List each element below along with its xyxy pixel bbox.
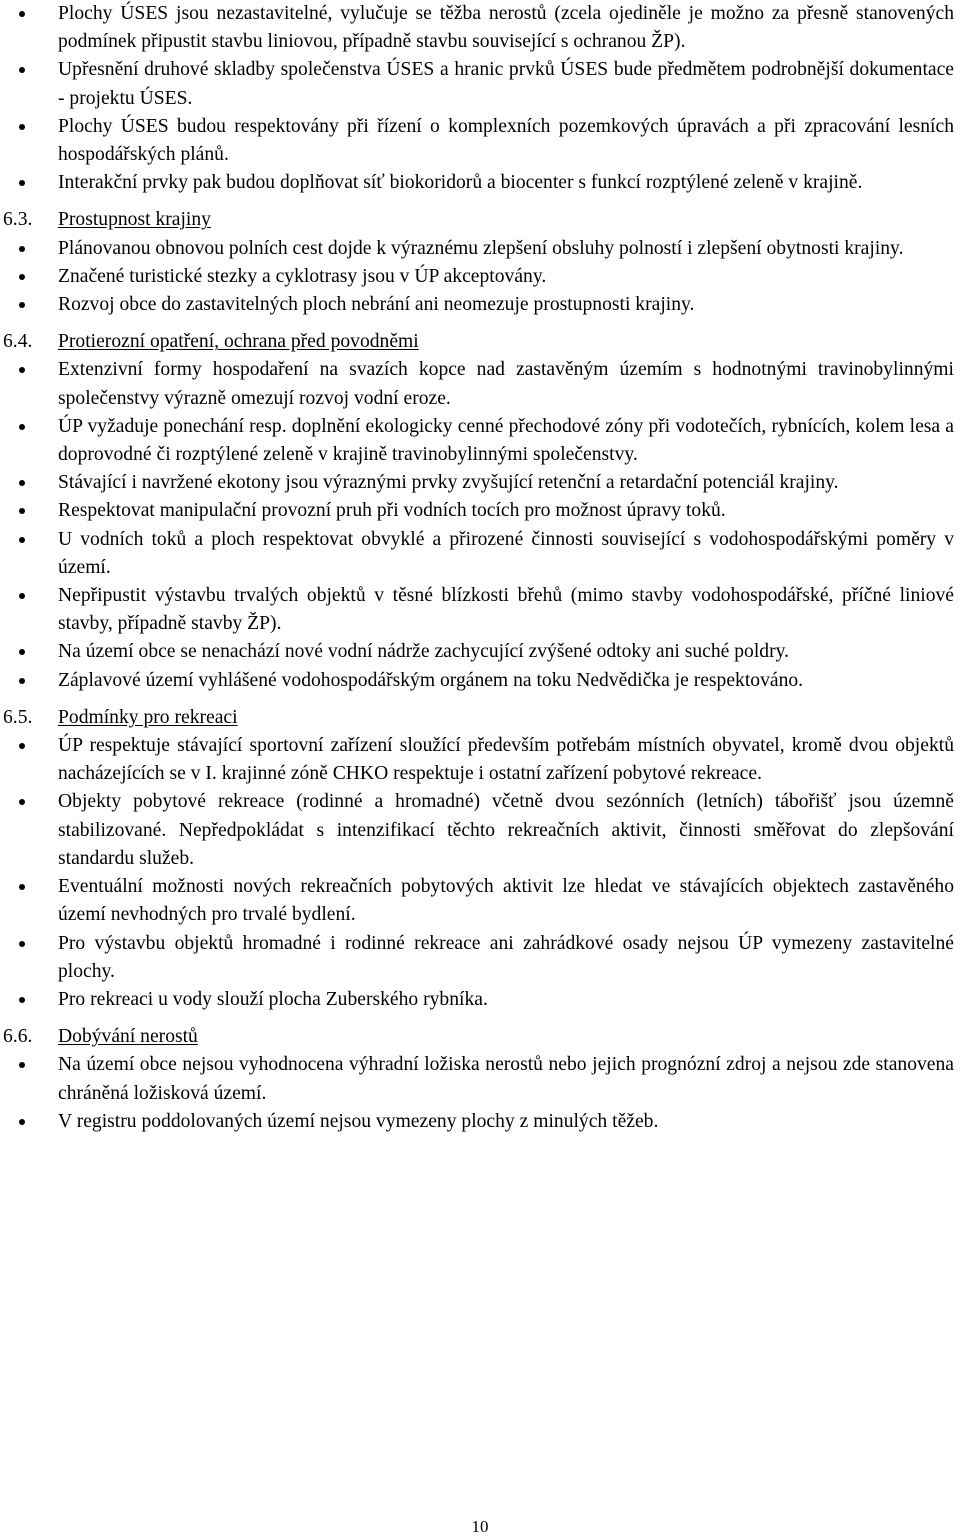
section-title: Podmínky pro rekreaci xyxy=(58,706,238,728)
bullet-text: Objekty pobytové rekreace (rodinné a hromadné) včetně dvou sezónních (letních) tábořišť jsou územně stabilizované. Nepředpokládat s intenzifikací těchto rekreačních aktivit, činnosti směřovat do zlepšování standardu služeb. xyxy=(58,791,954,869)
section-heading xyxy=(3,1023,954,1051)
bullet-text: Plochy ÚSES jsou nezastavitelné, vylučuje se těžba nerostů (zcela ojediněle je možno za přesně stanovených podmínek připustit stavbu liniovou, případně stavbu související s ochranou ŽP). xyxy=(58,3,954,53)
bullet-icon xyxy=(19,537,25,543)
bullet-text: Stávající i navržené ekotony jsou výraznými prvky zvyšující retenční a retardační potenciál krajiny. xyxy=(58,472,839,494)
bullet-item xyxy=(3,263,954,291)
section-title: Prostupnost krajiny xyxy=(58,209,211,231)
bullet-text: Značené turistické stezky a cyklotrasy jsou v ÚP akceptovány. xyxy=(58,265,547,287)
bullet-icon xyxy=(19,593,25,599)
bullet-icon xyxy=(19,1119,25,1125)
section-number: 6.4. xyxy=(3,331,33,353)
bullet-item xyxy=(3,638,954,666)
bullet-text: Plochy ÚSES budou respektovány při řízení o komplexních pozemkových úpravách a při zpracování lesních hospodářských plánů. xyxy=(58,115,954,166)
bullet-icon xyxy=(19,508,25,514)
section-number: 6.3. xyxy=(3,209,33,231)
bullet-icon xyxy=(19,67,25,73)
bullet-text: Eventuální možnosti nových rekreačních pobytových aktivit lze hledat ve stávajících objektech zastavěného území nevhodných pro trvalé bydlení. xyxy=(58,876,954,926)
bullet-text: U vodních toků a ploch respektovat obvyklé a přirozené činnosti související s vodohospodářskými poměry v území. xyxy=(58,528,954,578)
bullet-item xyxy=(3,526,954,582)
bullet-icon xyxy=(19,884,25,890)
bullet-text: Rozvoj obce do zastavitelných ploch nebrání ani neomezuje prostupnosti krajiny. xyxy=(58,294,695,316)
bullet-icon xyxy=(19,180,25,186)
bullet-icon xyxy=(19,1062,25,1068)
bullet-item xyxy=(3,113,954,169)
section-heading xyxy=(3,206,954,234)
bullet-item xyxy=(3,667,954,695)
bullet-text: Pro výstavbu objektů hromadné i rodinné rekreace ani zahrádkové osady nejsou ÚP vymezeny zastavitelné plochy. xyxy=(58,932,954,982)
bullet-icon xyxy=(19,246,25,252)
bullet-item xyxy=(3,1051,954,1107)
bullet-icon xyxy=(19,274,25,280)
bullet-item xyxy=(3,732,954,788)
bullet-text: Interakční prvky pak budou doplňovat síť biokoridorů a biocenter s funkcí rozptýlené zeleně v krajině. xyxy=(58,172,863,194)
bullet-item xyxy=(3,169,954,197)
bullet-icon xyxy=(19,367,25,373)
bullet-item xyxy=(3,413,954,469)
section-heading xyxy=(3,704,954,732)
bullet-item xyxy=(3,56,954,112)
bullet-icon xyxy=(19,11,25,17)
section-title: Dobývání nerostů xyxy=(58,1026,198,1048)
bullet-text: Nepřipustit výstavbu trvalých objektů v těsné blízkosti břehů (mimo stavby vodohospodářské, příčné liniové stavby, případně stavby ŽP). xyxy=(58,585,954,635)
bullet-item xyxy=(3,986,954,1014)
bullet-item xyxy=(3,930,954,986)
bullet-item xyxy=(3,356,954,412)
bullet-icon xyxy=(19,124,25,130)
bullet-icon xyxy=(19,649,25,655)
bullet-text: ÚP respektuje stávající sportovní zařízení sloužící především potřebám místních obyvatel, kromě dvou objektů nacházejících se v I. krajinné zóně CHKO respektuje i ostatní zařízení pobytové rekreace. xyxy=(58,735,954,785)
section-heading xyxy=(3,328,954,356)
section-number: 6.6. xyxy=(3,1026,33,1048)
bullet-item xyxy=(3,788,954,873)
bullet-item xyxy=(3,235,954,263)
bullet-text: Na území obce nejsou vyhodnocena výhradní ložiska nerostů nebo jejich prognózní zdroj a nejsou zde stanovena chráněná ložisková území. xyxy=(58,1054,954,1104)
bullet-text: Pro rekreaci u vody slouží plocha Zuberského rybníka. xyxy=(58,988,488,1010)
bullet-text: Extenzivní formy hospodaření na svazích kopce nad zastavěným územím s hodnotnými travinobylinnými společenstvy výrazně omezují rozvoj vodní eroze. xyxy=(58,359,954,409)
bullet-text: Upřesnění druhové skladby společenstva ÚSES a hranic prvků ÚSES bude předmětem podrobnější dokumentace - projektu ÚSES. xyxy=(58,59,954,109)
bullet-icon xyxy=(19,678,25,684)
bullet-item xyxy=(3,582,954,638)
bullet-text: Respektovat manipulační provozní pruh při vodních tocích pro možnost úpravy toků. xyxy=(58,500,726,522)
bullet-icon xyxy=(19,302,25,308)
section-number: 6.5. xyxy=(3,706,33,728)
bullet-icon xyxy=(19,480,25,486)
bullet-icon xyxy=(19,997,25,1003)
bullet-text: Záplavové území vyhlášené vodohospodářským orgánem na toku Nedvědička je respektováno. xyxy=(58,669,804,691)
page-number: 10 xyxy=(471,1517,489,1536)
bullet-text: ÚP vyžaduje ponechání resp. doplnění ekologicky cenné přechodové zóny při vodotečích, rybnících, kolem lesa a doprovodné či rozptýlené zeleně v krajině travinobylinnými společenstvy. xyxy=(58,415,954,466)
bullet-icon xyxy=(19,941,25,947)
section-title: Protierozní opatření, ochrana před povodněmi xyxy=(58,331,419,353)
bullet-text: Plánovanou obnovou polních cest dojde k výraznému zlepšení obsluhy polností i zlepšení obytnosti krajiny. xyxy=(58,237,904,259)
bullet-item xyxy=(3,497,954,525)
bullet-icon xyxy=(19,424,25,430)
bullet-item xyxy=(3,0,954,56)
bullet-icon xyxy=(19,799,25,805)
bullet-text: V registru poddolovaných území nejsou vymezeny plochy z minulých těžeb. xyxy=(58,1110,659,1132)
bullet-item xyxy=(3,1108,954,1136)
bullet-item xyxy=(3,291,954,319)
bullet-item xyxy=(3,873,954,929)
bullet-icon xyxy=(19,743,25,749)
bullet-text: Na území obce se nenachází nové vodní nádrže zachycující zvýšené odtoky ani suché poldry. xyxy=(58,641,790,663)
bullet-item xyxy=(3,469,954,497)
